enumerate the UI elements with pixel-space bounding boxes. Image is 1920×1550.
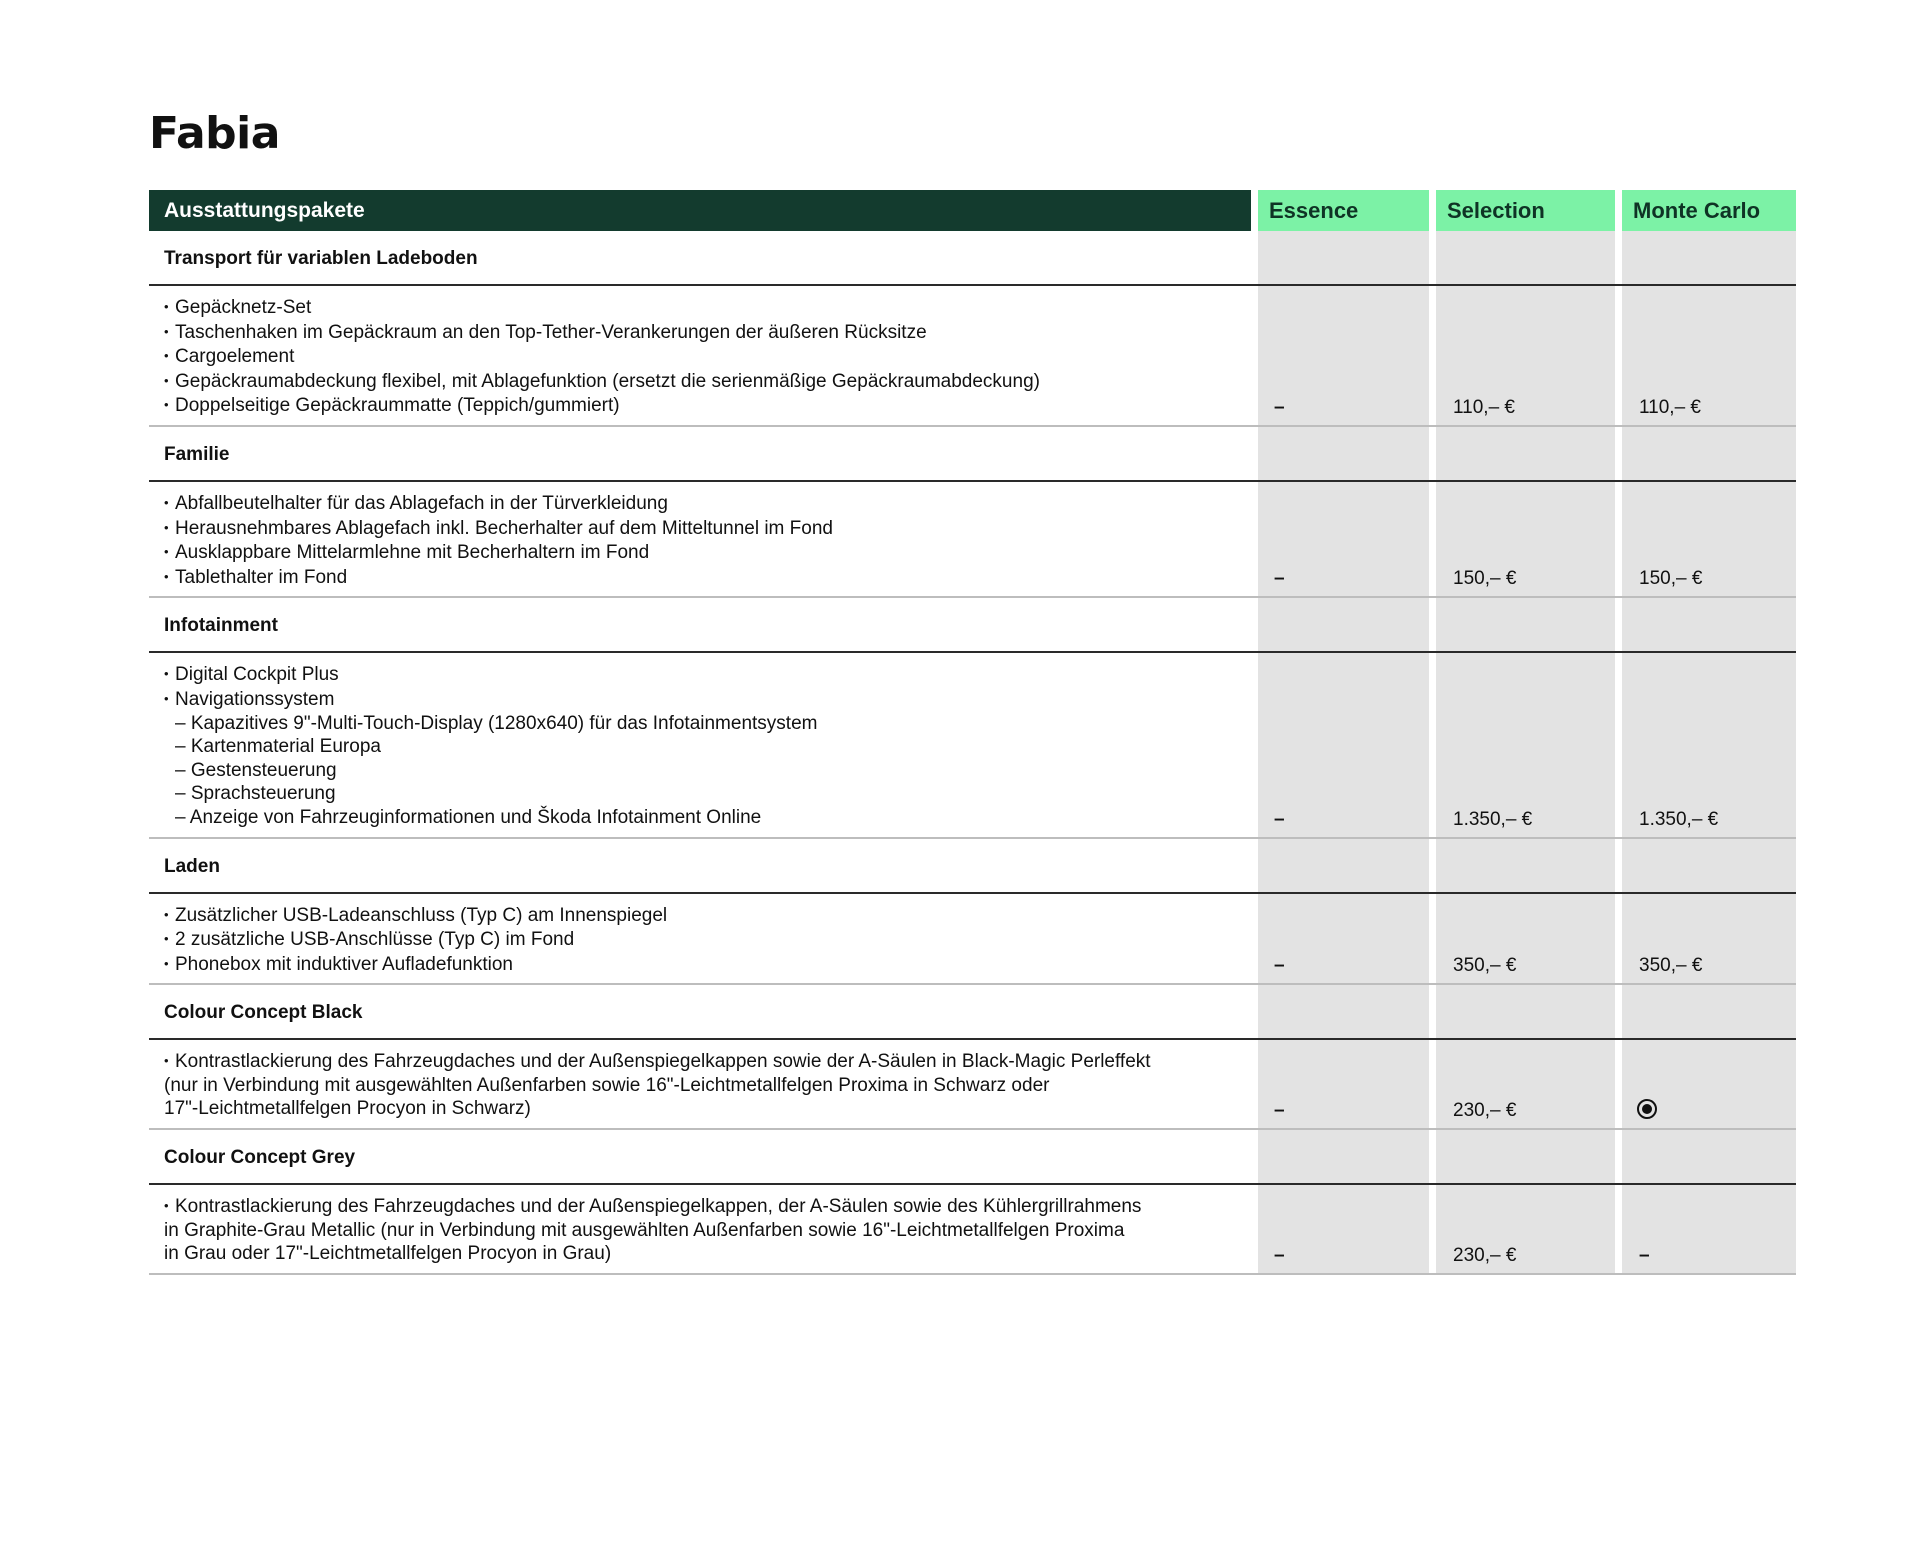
column-gap [1251, 1130, 1258, 1185]
column-gap [1251, 1040, 1258, 1130]
feature-sub-item: – Kapazitives 9"-Multi-Touch-Display (1280x640) für das Infotainmentsystem [175, 712, 818, 734]
section-heading-row [149, 985, 1796, 1040]
section-title: Familie [149, 427, 1251, 482]
column-gap [1615, 190, 1622, 231]
variant-cell [1436, 1130, 1615, 1185]
feature-bullet-item: • Tablethalter im Fond [164, 565, 1251, 590]
column-gap [1251, 894, 1258, 986]
feature-sub-item: – Gestensteuerung [175, 759, 337, 781]
price-selection-cell [1436, 1185, 1615, 1275]
variant-cell [1622, 231, 1796, 286]
package-contents [149, 653, 1251, 838]
price-essence-cell [1258, 1185, 1429, 1275]
column-gap [1429, 286, 1436, 427]
package-contents [149, 1185, 1251, 1275]
feature-bullet-item: • Gepäcknetz-Set [164, 295, 1251, 320]
feature-list [149, 286, 1251, 425]
column-gap [1429, 985, 1436, 1040]
column-gap [1251, 985, 1258, 1040]
column-gap [1615, 598, 1622, 653]
section-title: Colour Concept Black [149, 985, 1251, 1040]
standard-equipment-icon [1637, 1099, 1657, 1119]
package-contents-row [149, 653, 1796, 838]
package-contents [149, 482, 1251, 598]
column-gap [1615, 839, 1622, 894]
feature-bullet-item: • Taschenhaken im Gepäckraum an den Top-Tether-Verankerungen der äußeren Rücksitze [164, 320, 1251, 345]
column-gap [1251, 653, 1258, 838]
column-gap [1251, 231, 1258, 286]
feature-bullet-item: • Cargoelement [164, 344, 1251, 369]
column-gap [1251, 427, 1258, 482]
package-contents [149, 286, 1251, 427]
price-essence-cell [1258, 894, 1429, 986]
package-contents [149, 894, 1251, 986]
feature-list [149, 1185, 1251, 1273]
price-essence-cell [1258, 653, 1429, 838]
column-gap [1615, 231, 1622, 286]
variant-cell [1622, 839, 1796, 894]
column-gap [1615, 286, 1622, 427]
price-selection: 350,– € [1453, 955, 1517, 977]
not-available-dash: – [1274, 808, 1285, 830]
column-gap [1429, 1185, 1436, 1275]
price-selection: 150,– € [1453, 568, 1517, 590]
column-gap [1615, 482, 1622, 598]
package-contents-row [149, 1040, 1796, 1130]
feature-sub-item: – Kartenmaterial Europa [175, 736, 381, 758]
section-heading-row [149, 231, 1796, 286]
feature-continuation-line: in Grau oder 17"-Leichtmetallfelgen Procyon in Grau) [164, 1243, 612, 1265]
price-monte-carlo-cell [1622, 482, 1796, 598]
price-monte-carlo: 110,– € [1639, 396, 1701, 418]
price-selection-cell [1436, 482, 1615, 598]
price-essence-cell [1258, 286, 1429, 427]
column-gap [1429, 894, 1436, 986]
feature-bullet-item: • Ausklappbare Mittelarmlehne mit Becherhaltern im Fond [164, 540, 1251, 565]
variant-cell [1258, 985, 1429, 1040]
feature-bullet-item: • Navigationssystem [164, 687, 1251, 712]
variant-cell [1622, 1130, 1796, 1185]
feature-list [149, 894, 1251, 984]
feature-bullet-item: • Kontrastlackierung des Fahrzeugdaches und der Außenspiegelkappen sowie der A-Säulen in Black-Magic Perleffekt [164, 1049, 1251, 1074]
column-gap [1429, 482, 1436, 598]
variant-cell [1258, 839, 1429, 894]
price-selection: 230,– € [1453, 1100, 1517, 1122]
feature-continuation-line: in Graphite-Grau Metallic (nur in Verbindung mit ausgewählten Außenfarben sowie 16"-Leichtmetallfelgen Proxima [164, 1219, 1125, 1241]
column-gap [1251, 482, 1258, 598]
feature-list [149, 653, 1251, 836]
variant-cell [1258, 231, 1429, 286]
price-monte-carlo: 1.350,– € [1639, 808, 1719, 830]
variant-cell [1436, 231, 1615, 286]
price-monte-carlo: 150,– € [1639, 568, 1703, 590]
section-title: Infotainment [149, 598, 1251, 653]
column-gap [1615, 1185, 1622, 1275]
feature-bullet-item: • Phonebox mit induktiver Aufladefunktion [164, 952, 1251, 977]
price-list-page [149, 108, 1789, 1275]
price-selection-cell [1436, 894, 1615, 986]
package-contents-row [149, 482, 1796, 598]
not-available-dash: – [1639, 1244, 1650, 1266]
column-gap [1615, 427, 1622, 482]
variant-cell [1258, 427, 1429, 482]
variant-cell [1436, 598, 1615, 653]
price-selection: 1.350,– € [1453, 808, 1533, 830]
feature-bullet-item: • Gepäckraumabdeckung flexibel, mit Ablagefunktion (ersetzt die serienmäßige Gepäckraumabdeckung) [164, 369, 1251, 394]
feature-bullet-item: • Abfallbeutelhalter für das Ablagefach in der Türverkleidung [164, 491, 1251, 516]
not-available-dash: – [1274, 1244, 1285, 1266]
variant-cell [1622, 985, 1796, 1040]
column-gap [1429, 653, 1436, 838]
not-available-dash: – [1274, 1100, 1285, 1122]
section-title: Transport für variablen Ladeboden [149, 231, 1251, 286]
table-header-row [149, 190, 1796, 231]
price-monte-carlo-cell [1622, 1040, 1796, 1130]
price-selection: 110,– € [1453, 396, 1515, 418]
feature-bullet-item: • 2 zusätzliche USB-Anschlüsse (Typ C) im Fond [164, 927, 1251, 952]
package-contents-row [149, 1185, 1796, 1275]
column-gap [1251, 1185, 1258, 1275]
variant-cell [1436, 985, 1615, 1040]
price-monte-carlo-cell [1622, 286, 1796, 427]
price-monte-carlo: 350,– € [1639, 955, 1703, 977]
column-gap [1429, 427, 1436, 482]
price-monte-carlo-cell [1622, 894, 1796, 986]
variant-cell [1436, 427, 1615, 482]
column-gap [1429, 598, 1436, 653]
column-gap [1251, 839, 1258, 894]
column-gap [1429, 1130, 1436, 1185]
feature-bullet-item: • Herausnehmbares Ablagefach inkl. Becherhalter auf dem Mitteltunnel im Fond [164, 516, 1251, 541]
column-gap [1615, 894, 1622, 986]
feature-continuation-line: (nur in Verbindung mit ausgewählten Außenfarben sowie 16"-Leichtmetallfelgen Proxima in Schwarz oder [164, 1074, 1050, 1096]
page-title: Fabia [149, 108, 280, 159]
column-gap [1615, 653, 1622, 838]
variant-cell [1436, 839, 1615, 894]
section-title: Laden [149, 839, 1251, 894]
not-available-dash: – [1274, 568, 1285, 590]
feature-sub-item: – Sprachsteuerung [175, 783, 336, 805]
variant-cell [1622, 598, 1796, 653]
price-monte-carlo-cell [1622, 1185, 1796, 1275]
price-essence-cell [1258, 482, 1429, 598]
column-gap [1615, 985, 1622, 1040]
feature-bullet-item: • Zusätzlicher USB-Ladeanschluss (Typ C) am Innenspiegel [164, 903, 1251, 928]
feature-continuation-line: 17"-Leichtmetallfelgen Procyon in Schwarz) [164, 1098, 531, 1120]
not-available-dash: – [1274, 955, 1285, 977]
section-heading-row [149, 1130, 1796, 1185]
column-gap [1615, 1040, 1622, 1130]
variant-cell [1258, 598, 1429, 653]
price-essence-cell [1258, 1040, 1429, 1130]
header-selection: Selection [1436, 190, 1615, 231]
header-monte-carlo: Monte Carlo [1622, 190, 1796, 231]
price-selection-cell [1436, 1040, 1615, 1130]
column-gap [1429, 231, 1436, 286]
not-available-dash: – [1274, 396, 1285, 418]
feature-list [149, 482, 1251, 596]
header-packages-label: Ausstattungspakete [149, 190, 1251, 231]
feature-bullet-item: • Doppelseitige Gepäckraummatte (Teppich/gummiert) [164, 393, 1251, 418]
equipment-packages-table [149, 190, 1796, 1275]
section-heading-row [149, 598, 1796, 653]
price-monte-carlo-cell [1622, 653, 1796, 838]
package-contents-row [149, 894, 1796, 986]
package-contents [149, 1040, 1251, 1130]
column-gap [1429, 190, 1436, 231]
price-selection: 230,– € [1453, 1244, 1517, 1266]
column-gap [1251, 190, 1258, 231]
feature-bullet-item: • Digital Cockpit Plus [164, 662, 1251, 687]
section-heading-row [149, 839, 1796, 894]
price-selection-cell [1436, 653, 1615, 838]
variant-cell [1258, 1130, 1429, 1185]
column-gap [1615, 1130, 1622, 1185]
variant-cell [1622, 427, 1796, 482]
price-selection-cell [1436, 286, 1615, 427]
package-contents-row [149, 286, 1796, 427]
section-heading-row [149, 427, 1796, 482]
section-title: Colour Concept Grey [149, 1130, 1251, 1185]
feature-bullet-item: • Kontrastlackierung des Fahrzeugdaches und der Außenspiegelkappen, der A-Säulen sowie des Kühlergrillrahmens [164, 1194, 1251, 1219]
column-gap [1251, 598, 1258, 653]
column-gap [1429, 839, 1436, 894]
column-gap [1251, 286, 1258, 427]
header-essence: Essence [1258, 190, 1429, 231]
feature-list [149, 1040, 1251, 1128]
feature-sub-item: – Anzeige von Fahrzeuginformationen und Škoda Infotainment Online [175, 806, 762, 828]
column-gap [1429, 1040, 1436, 1130]
